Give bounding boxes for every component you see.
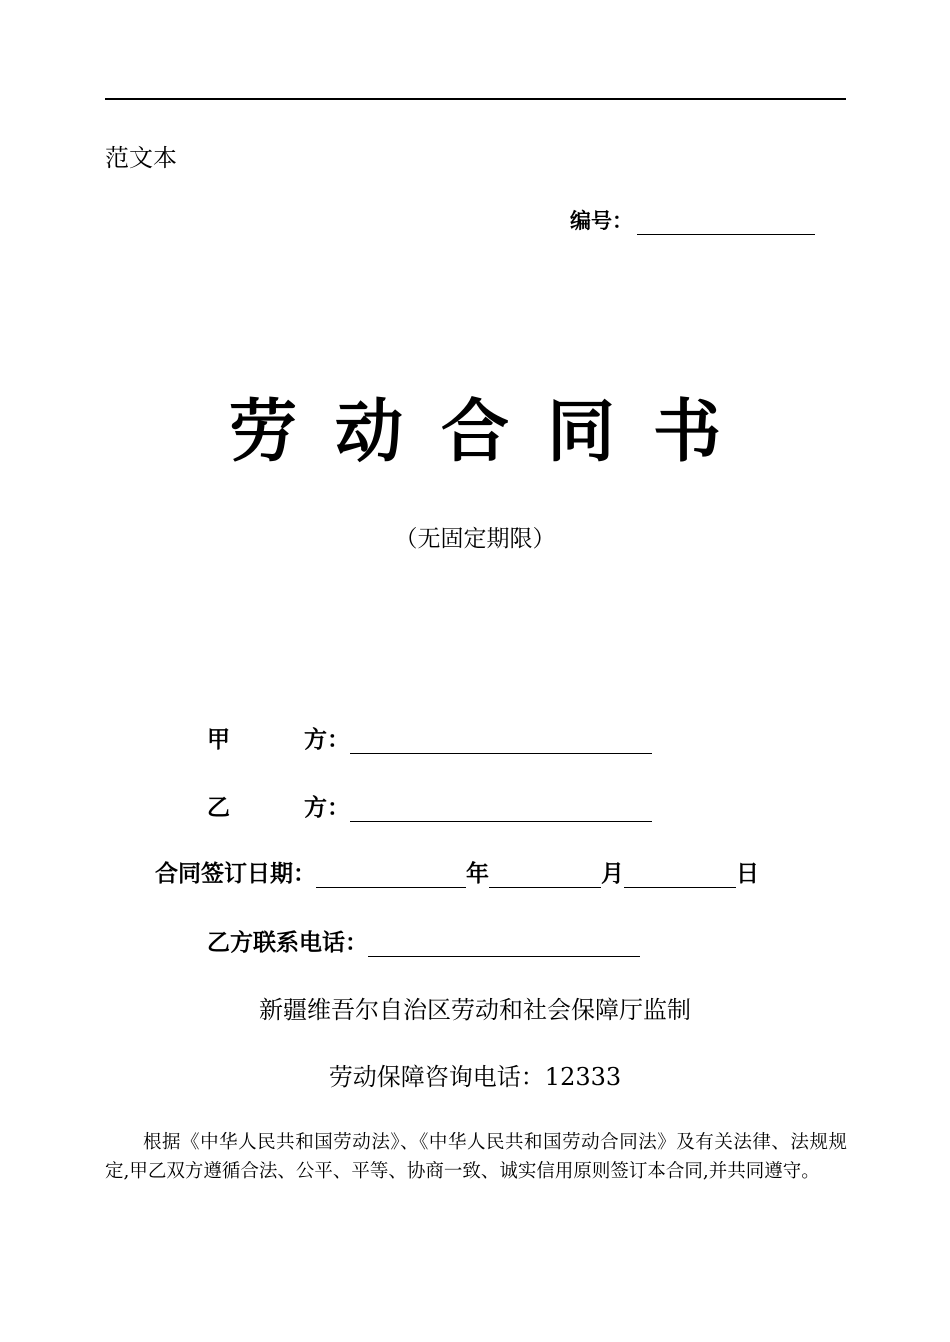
year-label: 年: [466, 861, 489, 887]
consult-hotline: 劳动保障咨询电话：12333: [328, 1063, 622, 1091]
month-label: 月: [601, 861, 624, 887]
issuing-authority: 新疆维吾尔自治区劳动和社会保障厅监制: [259, 996, 691, 1024]
party-a-label-2: 方：: [304, 727, 350, 753]
sign-date-label: 合同签订日期：: [155, 861, 316, 887]
sample-label: 范文本: [105, 144, 177, 172]
sign-date-field: [155, 855, 759, 888]
party-b-phone-label: 乙方联系电话：: [207, 930, 368, 956]
party-b-field: [207, 789, 652, 822]
party-b-label-2: 方：: [304, 795, 350, 821]
document-title: 劳动合同书: [228, 393, 759, 472]
sign-day-blank[interactable]: [624, 863, 736, 888]
header-rule: [105, 98, 846, 100]
party-b-phone-field: [207, 924, 640, 957]
sign-month-blank[interactable]: [489, 863, 601, 888]
contract-number-blank[interactable]: [637, 212, 815, 235]
party-b-phone-blank[interactable]: [368, 932, 640, 957]
party-a-label-1: 甲: [207, 727, 230, 753]
contract-number-label: 编号：: [570, 209, 633, 233]
day-label: 日: [736, 861, 759, 887]
party-a-blank[interactable]: [350, 729, 652, 754]
party-b-blank[interactable]: [350, 797, 652, 822]
party-b-label-1: 乙: [207, 795, 230, 821]
preamble-paragraph: 根据《中华人民共和国劳动法》、《中华人民共和国劳动合同法》及有关法律、法规规定,甲乙双方遵循合法、公平、平等、协商一致、诚实信用原则签订本合同,并共同遵守。: [105, 1132, 847, 1182]
contract-number-field: [570, 205, 815, 235]
sign-year-blank[interactable]: [316, 863, 466, 888]
party-a-field: [207, 721, 652, 754]
document-subtitle: （无固定期限）: [394, 526, 556, 552]
